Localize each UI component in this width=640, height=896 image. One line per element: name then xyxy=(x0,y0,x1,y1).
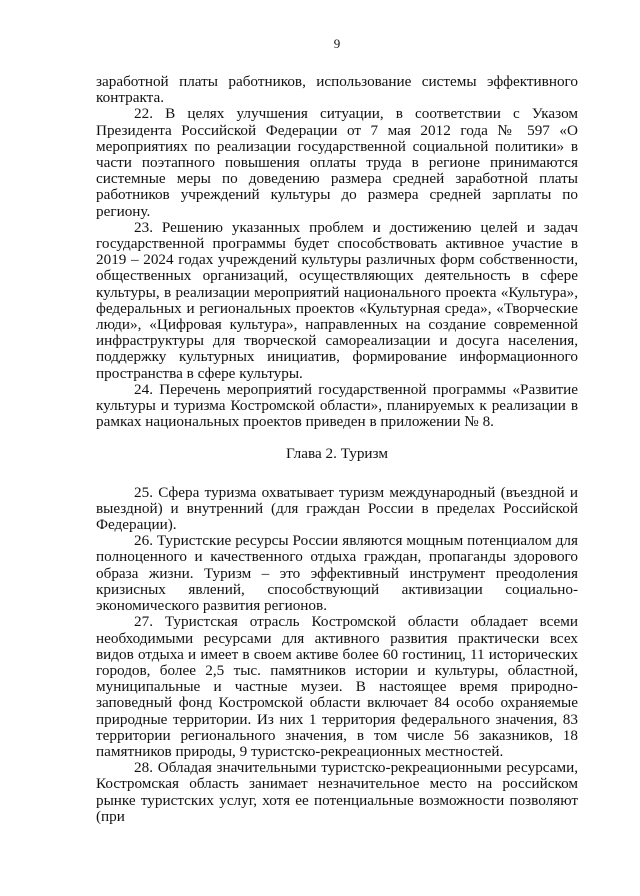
chapter-heading: Глава 2. Туризм xyxy=(286,445,388,463)
paragraph-25: 25. Сфера туризма охватывает туризм международный (въездной и выездной) и внутренний (для граждан России в пределах Российской Федерации). xyxy=(96,483,578,534)
paragraph-continuation: заработной платы работников, использование системы эффективного контракта. xyxy=(96,73,578,107)
page-number: 9 xyxy=(333,36,341,51)
paragraph-22: 22. В целях улучшения ситуации, в соответствии с Указом Президента Российской Федерации от 7 мая 2012 года № 597 «О мероприятиях по реализации государственной социальной политики» в части поэтапного повышения оплаты труда в регионе принимаются системные меры по доведению размера средней заработной платы работников учреждений культуры до размера средней зарплаты по региону. xyxy=(96,105,578,220)
document-page xyxy=(96,36,578,825)
paragraph-28: 28. Обладая значительными туристско-рекреационными ресурсами, Костромская область занимает незначительное место на российском рынке туристских услуг, хотя ее потенциальные возможности позволяют (при xyxy=(96,759,578,825)
paragraph-23: 23. Решению указанных проблем и достижению целей и задач государственной программы будет способствовать активное участие в 2019 – 2024 годах учреждений культуры различных форм собственности, общественных организаций, осуществляющих деятельность в сфере культуры, в реализации мероприятий национального проекта «Культура», федеральных и региональных проектов «Культурная среда», «Творческие люди», «Цифровая культура», направленных на создание современной инфраструктуры для творческой самореализации и досуга населения, поддержку культурных инициатив, формирование информационного пространства в сфере культуры. xyxy=(96,218,578,382)
paragraph-26: 26. Туристские ресурсы России являются мощным потенциалом для полноценного и качественного отдыха граждан, пропаганды здорового образа жизни. Туризм – это эффективный инструмент преодоления кризисных явлений, способствующий активизации социально-экономического развития регионов. xyxy=(96,532,578,615)
paragraph-24: 24. Перечень мероприятий государственной программы «Развитие культуры и туризма Костромской области», планируемых к реализации в рамках национальных проектов приведен в приложении № 8. xyxy=(96,380,578,431)
paragraph-27: 27. Туристская отрасль Костромской области обладает всеми необходимыми ресурсами для активного развития практически всех видов отдыха и имеет в своем активе более 60 гостиниц, 11 исторических городов, более 2,5 тыс. памятников истории и культуры, областной, муниципальные и частные музеи. В настоящее время природно-заповедный фонд Костромской области включает 84 особо охраняемые природные территории. Из них 1 территория федерального значения, 83 территории регионального значения, в том числе 56 заказников, 18 памятников природы, 9 туристско-рекреационных местностей. xyxy=(96,613,578,760)
